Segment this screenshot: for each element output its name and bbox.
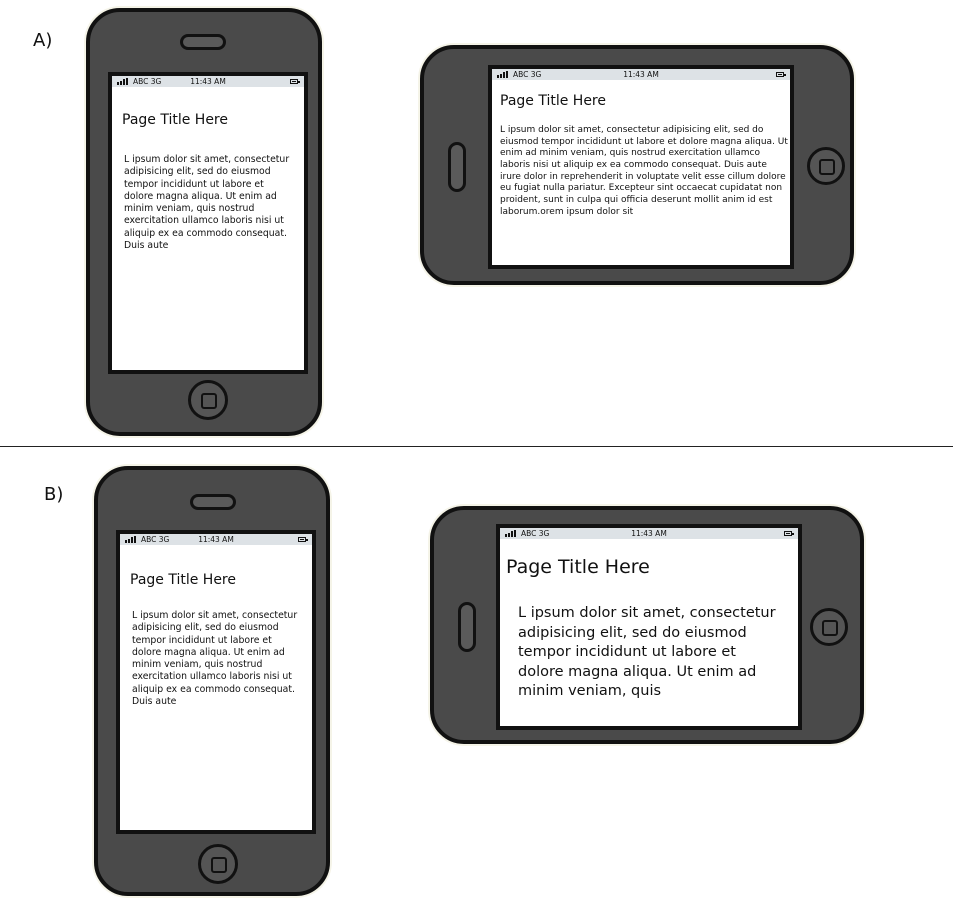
clock: 11:43 AM xyxy=(190,77,226,86)
page-body-text: L ipsum dolor sit amet, consectetur adipisicing elit, sed do eiusmod tempor incididunt ut labore et dolore magna aliqua. Ut enim ad minim veniam, quis nostrud exercitation ullamco laboris nisi ut aliquip ex ea commodo consequat. Duis aute xyxy=(132,610,298,707)
section-label-a: A) xyxy=(33,30,53,51)
speaker-slot xyxy=(458,602,476,652)
section-divider xyxy=(0,446,953,447)
carrier-label: ABC 3G xyxy=(141,535,170,544)
page-body-text: L ipsum dolor sit amet, consectetur adipisicing elit, sed do eiusmod tempor incididunt ut labore et dolore magna aliqua. Ut enim ad minim veniam, quis xyxy=(518,605,776,700)
phone-portrait-a xyxy=(86,8,322,436)
carrier-label: ABC 3G xyxy=(521,529,550,538)
phone-screen xyxy=(496,524,802,730)
clock: 11:43 AM xyxy=(198,535,234,544)
status-bar xyxy=(500,528,798,539)
phone-portrait-b xyxy=(94,466,330,896)
page-title: Page Title Here xyxy=(122,112,228,128)
home-button[interactable] xyxy=(810,608,848,646)
status-bar xyxy=(112,76,304,87)
status-bar xyxy=(492,69,790,80)
speaker-slot xyxy=(190,494,236,510)
phone-screen xyxy=(116,530,316,834)
battery-icon xyxy=(298,537,306,542)
carrier-label: ABC 3G xyxy=(133,77,162,86)
clock: 11:43 AM xyxy=(631,529,667,538)
speaker-slot xyxy=(180,34,226,50)
battery-icon xyxy=(784,531,792,536)
phone-landscape-a xyxy=(420,45,854,285)
status-bar xyxy=(120,534,312,545)
clock: 11:43 AM xyxy=(623,70,659,79)
phone-landscape-b xyxy=(430,506,864,744)
page-body-text: L ipsum dolor sit amet, consectetur adipisicing elit, sed do eiusmod tempor incididunt ut labore et dolore magna aliqua. Ut enim ad minim veniam, quis nostrud exercitation ullamco laboris nisi ut aliquip ex ea commodo consequat. Duis aute xyxy=(124,154,290,251)
page-title: Page Title Here xyxy=(506,556,650,578)
carrier-label: ABC 3G xyxy=(513,70,542,79)
home-button[interactable] xyxy=(807,147,845,185)
page-title: Page Title Here xyxy=(500,93,606,109)
phone-screen xyxy=(108,72,308,374)
phone-screen xyxy=(488,65,794,269)
page-body-text: L ipsum dolor sit amet, consectetur adipisicing elit, sed do eiusmod tempor incididunt ut labore et dolore magna aliqua. Ut enim ad minim veniam, quis nostrud exercitation ullamco laboris nisi ut aliquip ex ea commodo consequat. Duis aute irure dolor in reprehenderit in voluptate velit esse cillum dolore eu fugiat nulla pariatur. Excepteur sint occaecat cupidatat non proident, sunt in culpa qui officia deserunt mollit anim id est laborum.orem ipsum dolor sit xyxy=(500,125,788,217)
home-button[interactable] xyxy=(188,380,228,420)
page-title: Page Title Here xyxy=(130,572,236,588)
battery-icon xyxy=(290,79,298,84)
battery-icon xyxy=(776,72,784,77)
home-button[interactable] xyxy=(198,844,238,884)
section-label-b: B) xyxy=(44,484,64,505)
speaker-slot xyxy=(448,142,466,192)
